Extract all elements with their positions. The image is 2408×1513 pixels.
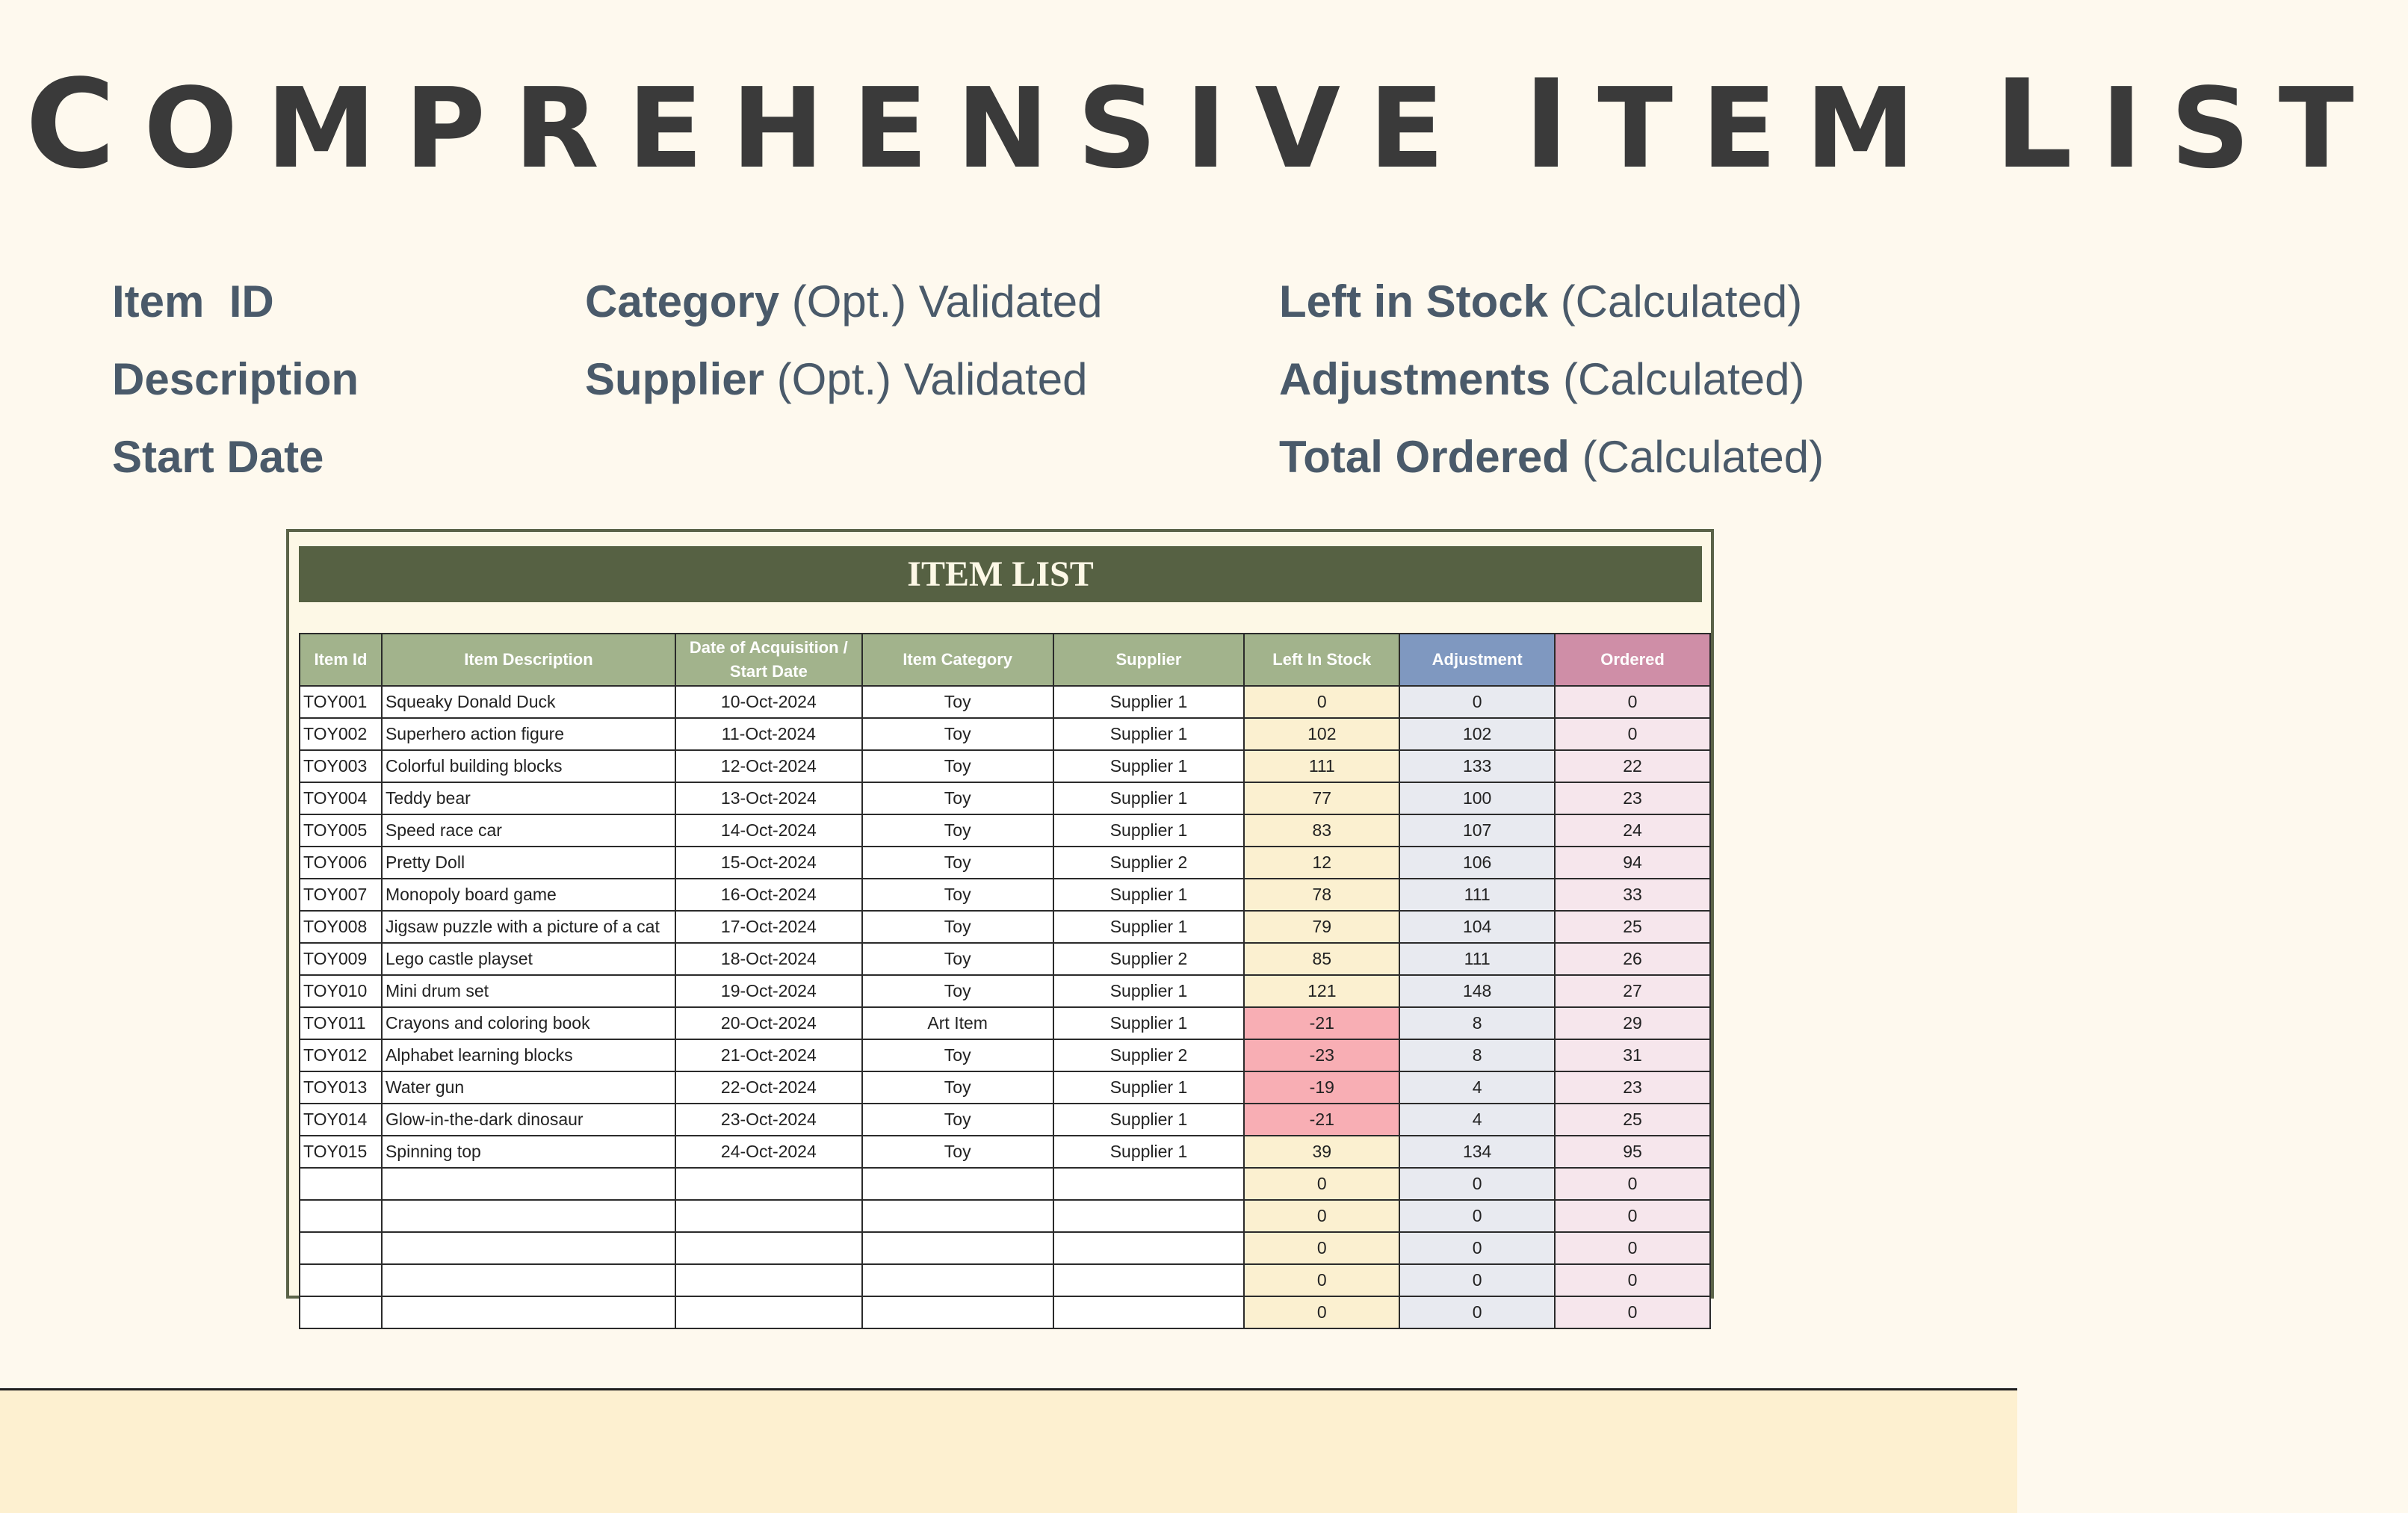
cell-left-in-stock[interactable]: -19 bbox=[1244, 1071, 1399, 1104]
cell-item-category[interactable]: Toy bbox=[862, 1039, 1053, 1071]
cell-left-in-stock[interactable]: 85 bbox=[1244, 943, 1399, 975]
cell-supplier[interactable]: Supplier 1 bbox=[1053, 975, 1245, 1007]
cell-supplier[interactable]: Supplier 1 bbox=[1053, 750, 1245, 782]
header-item-category[interactable]: Item Category bbox=[862, 634, 1053, 686]
cell-item-id[interactable] bbox=[300, 1200, 382, 1232]
cell-item-category[interactable] bbox=[862, 1168, 1053, 1200]
cell-ordered[interactable]: 0 bbox=[1555, 1168, 1710, 1200]
cell-item-category[interactable] bbox=[862, 1200, 1053, 1232]
cell-supplier[interactable]: Supplier 2 bbox=[1053, 847, 1245, 879]
cell-adjustment[interactable]: 4 bbox=[1399, 1071, 1555, 1104]
cell-ordered[interactable]: 31 bbox=[1555, 1039, 1710, 1071]
cell-adjustment[interactable]: 111 bbox=[1399, 879, 1555, 911]
cell-item-category[interactable]: Toy bbox=[862, 943, 1053, 975]
cell-ordered[interactable]: 27 bbox=[1555, 975, 1710, 1007]
legend-item-left-in-stock: Left in Stock (Calculated) bbox=[1279, 276, 1803, 327]
cell-item-category[interactable]: Art Item bbox=[862, 1007, 1053, 1039]
header-adjustment[interactable]: Adjustment bbox=[1399, 634, 1555, 686]
cell-item-category[interactable] bbox=[862, 1296, 1053, 1328]
cell-item-category[interactable]: Toy bbox=[862, 1104, 1053, 1136]
cell-item-description[interactable]: Colorful building blocks bbox=[382, 750, 675, 782]
cell-supplier[interactable] bbox=[1053, 1168, 1245, 1200]
cell-start-date[interactable]: 20-Oct-2024 bbox=[675, 1007, 862, 1039]
cell-supplier[interactable] bbox=[1053, 1264, 1245, 1296]
cell-item-id[interactable] bbox=[300, 1168, 382, 1200]
cell-adjustment[interactable]: 100 bbox=[1399, 782, 1555, 814]
item-table bbox=[299, 633, 1711, 1329]
cell-left-in-stock[interactable]: 79 bbox=[1244, 911, 1399, 943]
table-row bbox=[300, 1007, 1710, 1039]
table-row bbox=[300, 1264, 1710, 1296]
cell-item-id[interactable]: TOY002 bbox=[300, 718, 382, 750]
cell-supplier[interactable]: Supplier 1 bbox=[1053, 1007, 1245, 1039]
cell-item-description[interactable]: Speed race car bbox=[382, 814, 675, 847]
cell-supplier[interactable]: Supplier 1 bbox=[1053, 718, 1245, 750]
cell-ordered[interactable]: 29 bbox=[1555, 1007, 1710, 1039]
cell-start-date[interactable]: 17-Oct-2024 bbox=[675, 911, 862, 943]
cell-left-in-stock[interactable]: 0 bbox=[1244, 1264, 1399, 1296]
legend-item-total-ordered: Total Ordered (Calculated) bbox=[1279, 432, 1824, 482]
table-row bbox=[300, 1168, 1710, 1200]
cell-item-description[interactable]: Crayons and coloring book bbox=[382, 1007, 675, 1039]
cell-ordered[interactable]: 0 bbox=[1555, 1296, 1710, 1328]
cell-ordered[interactable]: 26 bbox=[1555, 943, 1710, 975]
cell-start-date[interactable]: 13-Oct-2024 bbox=[675, 782, 862, 814]
cell-left-in-stock[interactable]: 78 bbox=[1244, 879, 1399, 911]
cell-supplier[interactable]: Supplier 1 bbox=[1053, 686, 1245, 718]
cell-adjustment[interactable]: 0 bbox=[1399, 1232, 1555, 1264]
cell-item-category[interactable]: Toy bbox=[862, 1136, 1053, 1168]
cell-left-in-stock[interactable]: -21 bbox=[1244, 1104, 1399, 1136]
legend-item-adjustments: Adjustments (Calculated) bbox=[1279, 354, 1805, 404]
cell-adjustment[interactable]: 102 bbox=[1399, 718, 1555, 750]
cell-item-id[interactable]: TOY010 bbox=[300, 975, 382, 1007]
cell-start-date[interactable]: 24-Oct-2024 bbox=[675, 1136, 862, 1168]
cell-item-id[interactable]: TOY009 bbox=[300, 943, 382, 975]
header-left-in-stock[interactable]: Left In Stock bbox=[1244, 634, 1399, 686]
table-row bbox=[300, 750, 1710, 782]
cell-left-in-stock[interactable]: 0 bbox=[1244, 1296, 1399, 1328]
cell-item-category[interactable] bbox=[862, 1264, 1053, 1296]
table-row bbox=[300, 911, 1710, 943]
cell-ordered[interactable]: 25 bbox=[1555, 1104, 1710, 1136]
cell-start-date[interactable]: 23-Oct-2024 bbox=[675, 1104, 862, 1136]
cell-left-in-stock[interactable]: 0 bbox=[1244, 1200, 1399, 1232]
cell-item-description[interactable] bbox=[382, 1168, 675, 1200]
page-title bbox=[0, 53, 2383, 196]
cell-item-description[interactable]: Lego castle playset bbox=[382, 943, 675, 975]
title-word: LIST bbox=[1994, 53, 2383, 196]
cell-left-in-stock[interactable]: 0 bbox=[1244, 1168, 1399, 1200]
cell-start-date[interactable]: 10-Oct-2024 bbox=[675, 686, 862, 718]
cell-adjustment[interactable]: 134 bbox=[1399, 1136, 1555, 1168]
sheet-banner: ITEM LIST bbox=[299, 546, 1702, 602]
table-row bbox=[300, 975, 1710, 1007]
header-ordered[interactable]: Ordered bbox=[1555, 634, 1710, 686]
cell-adjustment[interactable]: 133 bbox=[1399, 750, 1555, 782]
cell-ordered[interactable]: 0 bbox=[1555, 1264, 1710, 1296]
cell-start-date[interactable]: 11-Oct-2024 bbox=[675, 718, 862, 750]
cell-item-category[interactable]: Toy bbox=[862, 847, 1053, 879]
table-row bbox=[300, 1104, 1710, 1136]
cell-item-id[interactable] bbox=[300, 1296, 382, 1328]
cell-item-id[interactable] bbox=[300, 1264, 382, 1296]
cell-item-id[interactable]: TOY003 bbox=[300, 750, 382, 782]
cell-supplier[interactable]: Supplier 1 bbox=[1053, 814, 1245, 847]
cell-item-id[interactable]: TOY006 bbox=[300, 847, 382, 879]
legend-item-category: Category (Opt.) Validated bbox=[585, 276, 1103, 327]
cell-item-category[interactable] bbox=[862, 1232, 1053, 1264]
header-item-id[interactable]: Item Id bbox=[300, 634, 382, 686]
cell-adjustment[interactable]: 8 bbox=[1399, 1039, 1555, 1071]
cell-start-date[interactable]: 16-Oct-2024 bbox=[675, 879, 862, 911]
legend-item-description: Description bbox=[112, 354, 359, 404]
cell-adjustment[interactable]: 0 bbox=[1399, 1168, 1555, 1200]
cell-start-date[interactable] bbox=[675, 1296, 862, 1328]
legend-column-1 bbox=[112, 263, 359, 496]
cell-item-category[interactable]: Toy bbox=[862, 750, 1053, 782]
cell-item-category[interactable]: Toy bbox=[862, 814, 1053, 847]
cell-ordered[interactable]: 0 bbox=[1555, 718, 1710, 750]
legend-item-id: Item ID bbox=[112, 276, 274, 327]
cell-start-date[interactable] bbox=[675, 1264, 862, 1296]
cell-supplier[interactable]: Supplier 1 bbox=[1053, 1136, 1245, 1168]
table-row bbox=[300, 718, 1710, 750]
cell-ordered[interactable]: 0 bbox=[1555, 1232, 1710, 1264]
cell-start-date[interactable]: 18-Oct-2024 bbox=[675, 943, 862, 975]
cell-item-id[interactable] bbox=[300, 1232, 382, 1264]
spreadsheet-panel bbox=[286, 529, 1714, 1322]
cell-item-description[interactable]: Alphabet learning blocks bbox=[382, 1039, 675, 1071]
cell-supplier[interactable]: Supplier 1 bbox=[1053, 911, 1245, 943]
cell-adjustment[interactable]: 107 bbox=[1399, 814, 1555, 847]
cell-start-date[interactable] bbox=[675, 1232, 862, 1264]
cell-adjustment[interactable]: 111 bbox=[1399, 943, 1555, 975]
legend-item-start-date: Start Date bbox=[112, 432, 324, 482]
cell-item-id[interactable]: TOY013 bbox=[300, 1071, 382, 1104]
cell-start-date[interactable]: 12-Oct-2024 bbox=[675, 750, 862, 782]
table-row bbox=[300, 1071, 1710, 1104]
cell-item-category[interactable]: Toy bbox=[862, 718, 1053, 750]
header-start-date[interactable]: Date of Acquisition / Start Date bbox=[675, 634, 862, 686]
cell-item-id[interactable]: TOY007 bbox=[300, 879, 382, 911]
cell-start-date[interactable]: 14-Oct-2024 bbox=[675, 814, 862, 847]
table-row bbox=[300, 782, 1710, 814]
cell-ordered[interactable]: 95 bbox=[1555, 1136, 1710, 1168]
title-word: ITEM bbox=[1523, 53, 1944, 196]
cell-left-in-stock[interactable]: 83 bbox=[1244, 814, 1399, 847]
cell-item-id[interactable]: TOY005 bbox=[300, 814, 382, 847]
table-row bbox=[300, 1232, 1710, 1264]
cell-left-in-stock[interactable]: 102 bbox=[1244, 718, 1399, 750]
cell-item-description[interactable]: Pretty Doll bbox=[382, 847, 675, 879]
cell-item-id[interactable]: TOY001 bbox=[300, 686, 382, 718]
cell-item-description[interactable] bbox=[382, 1232, 675, 1264]
cell-supplier[interactable]: Supplier 2 bbox=[1053, 1039, 1245, 1071]
cell-supplier[interactable] bbox=[1053, 1200, 1245, 1232]
cell-ordered[interactable]: 33 bbox=[1555, 879, 1710, 911]
cell-left-in-stock[interactable]: -21 bbox=[1244, 1007, 1399, 1039]
cell-item-id[interactable]: TOY014 bbox=[300, 1104, 382, 1136]
table-body bbox=[300, 686, 1710, 1328]
cell-item-description[interactable]: Spinning top bbox=[382, 1136, 675, 1168]
cell-left-in-stock[interactable]: 39 bbox=[1244, 1136, 1399, 1168]
cell-item-description[interactable] bbox=[382, 1264, 675, 1296]
table-header-row bbox=[300, 634, 1710, 686]
cell-adjustment[interactable]: 4 bbox=[1399, 1104, 1555, 1136]
cell-ordered[interactable]: 23 bbox=[1555, 1071, 1710, 1104]
table-row bbox=[300, 879, 1710, 911]
cell-left-in-stock[interactable]: 111 bbox=[1244, 750, 1399, 782]
cell-item-description[interactable]: Monopoly board game bbox=[382, 879, 675, 911]
cell-adjustment[interactable]: 148 bbox=[1399, 975, 1555, 1007]
cell-left-in-stock[interactable]: 0 bbox=[1244, 686, 1399, 718]
cell-start-date[interactable]: 15-Oct-2024 bbox=[675, 847, 862, 879]
cell-adjustment[interactable]: 104 bbox=[1399, 911, 1555, 943]
cell-left-in-stock[interactable]: 121 bbox=[1244, 975, 1399, 1007]
cell-ordered[interactable]: 25 bbox=[1555, 911, 1710, 943]
title-word: COMPREHENSIVE bbox=[25, 53, 1473, 196]
cell-ordered[interactable]: 22 bbox=[1555, 750, 1710, 782]
cell-item-id[interactable]: TOY011 bbox=[300, 1007, 382, 1039]
cell-ordered[interactable]: 0 bbox=[1555, 686, 1710, 718]
cell-supplier[interactable] bbox=[1053, 1296, 1245, 1328]
header-item-description[interactable]: Item Description bbox=[382, 634, 675, 686]
header-supplier[interactable]: Supplier bbox=[1053, 634, 1245, 686]
legend-item-supplier: Supplier (Opt.) Validated bbox=[585, 354, 1088, 404]
cell-item-description[interactable]: Jigsaw puzzle with a picture of a cat bbox=[382, 911, 675, 943]
cell-start-date[interactable] bbox=[675, 1168, 862, 1200]
table-row bbox=[300, 943, 1710, 975]
cell-item-category[interactable]: Toy bbox=[862, 782, 1053, 814]
cell-item-id[interactable]: TOY004 bbox=[300, 782, 382, 814]
cell-adjustment[interactable]: 0 bbox=[1399, 686, 1555, 718]
table-row bbox=[300, 847, 1710, 879]
cell-item-id[interactable]: TOY015 bbox=[300, 1136, 382, 1168]
cell-adjustment[interactable]: 106 bbox=[1399, 847, 1555, 879]
cell-item-description[interactable] bbox=[382, 1200, 675, 1232]
cell-item-description[interactable]: Teddy bear bbox=[382, 782, 675, 814]
table-row bbox=[300, 814, 1710, 847]
cell-item-description[interactable]: Squeaky Donald Duck bbox=[382, 686, 675, 718]
cell-item-description[interactable]: Mini drum set bbox=[382, 975, 675, 1007]
cell-item-description[interactable]: Water gun bbox=[382, 1071, 675, 1104]
cell-supplier[interactable] bbox=[1053, 1232, 1245, 1264]
cell-item-description[interactable]: Glow-in-the-dark dinosaur bbox=[382, 1104, 675, 1136]
cell-supplier[interactable]: Supplier 1 bbox=[1053, 1104, 1245, 1136]
cell-adjustment[interactable]: 0 bbox=[1399, 1296, 1555, 1328]
cell-adjustment[interactable]: 8 bbox=[1399, 1007, 1555, 1039]
cell-item-category[interactable]: Toy bbox=[862, 1071, 1053, 1104]
cell-item-category[interactable]: Toy bbox=[862, 975, 1053, 1007]
cell-start-date[interactable] bbox=[675, 1200, 862, 1232]
table-row bbox=[300, 1039, 1710, 1071]
legend-column-2 bbox=[585, 263, 1103, 418]
cell-adjustment[interactable]: 0 bbox=[1399, 1264, 1555, 1296]
cell-start-date[interactable]: 19-Oct-2024 bbox=[675, 975, 862, 1007]
cell-ordered[interactable]: 94 bbox=[1555, 847, 1710, 879]
cell-item-id[interactable]: TOY008 bbox=[300, 911, 382, 943]
legend-column-3 bbox=[1279, 263, 1824, 496]
cell-ordered[interactable]: 23 bbox=[1555, 782, 1710, 814]
table-row bbox=[300, 686, 1710, 718]
cell-left-in-stock[interactable]: -23 bbox=[1244, 1039, 1399, 1071]
cell-supplier[interactable]: Supplier 2 bbox=[1053, 943, 1245, 975]
cell-left-in-stock[interactable]: 12 bbox=[1244, 847, 1399, 879]
table-row bbox=[300, 1136, 1710, 1168]
cell-left-in-stock[interactable]: 0 bbox=[1244, 1232, 1399, 1264]
footer-band bbox=[0, 1390, 2017, 1513]
cell-start-date[interactable]: 22-Oct-2024 bbox=[675, 1071, 862, 1104]
cell-item-category[interactable]: Toy bbox=[862, 686, 1053, 718]
cell-supplier[interactable]: Supplier 1 bbox=[1053, 1071, 1245, 1104]
cell-ordered[interactable]: 0 bbox=[1555, 1200, 1710, 1232]
cell-item-description[interactable]: Superhero action figure bbox=[382, 718, 675, 750]
cell-adjustment[interactable]: 0 bbox=[1399, 1200, 1555, 1232]
cell-supplier[interactable]: Supplier 1 bbox=[1053, 782, 1245, 814]
cell-item-description[interactable] bbox=[382, 1296, 675, 1328]
cell-item-category[interactable]: Toy bbox=[862, 911, 1053, 943]
table-row bbox=[300, 1200, 1710, 1232]
table-row bbox=[300, 1296, 1710, 1328]
cell-item-id[interactable]: TOY012 bbox=[300, 1039, 382, 1071]
cell-ordered[interactable]: 24 bbox=[1555, 814, 1710, 847]
cell-left-in-stock[interactable]: 77 bbox=[1244, 782, 1399, 814]
cell-start-date[interactable]: 21-Oct-2024 bbox=[675, 1039, 862, 1071]
cell-item-category[interactable]: Toy bbox=[862, 879, 1053, 911]
cell-supplier[interactable]: Supplier 1 bbox=[1053, 879, 1245, 911]
